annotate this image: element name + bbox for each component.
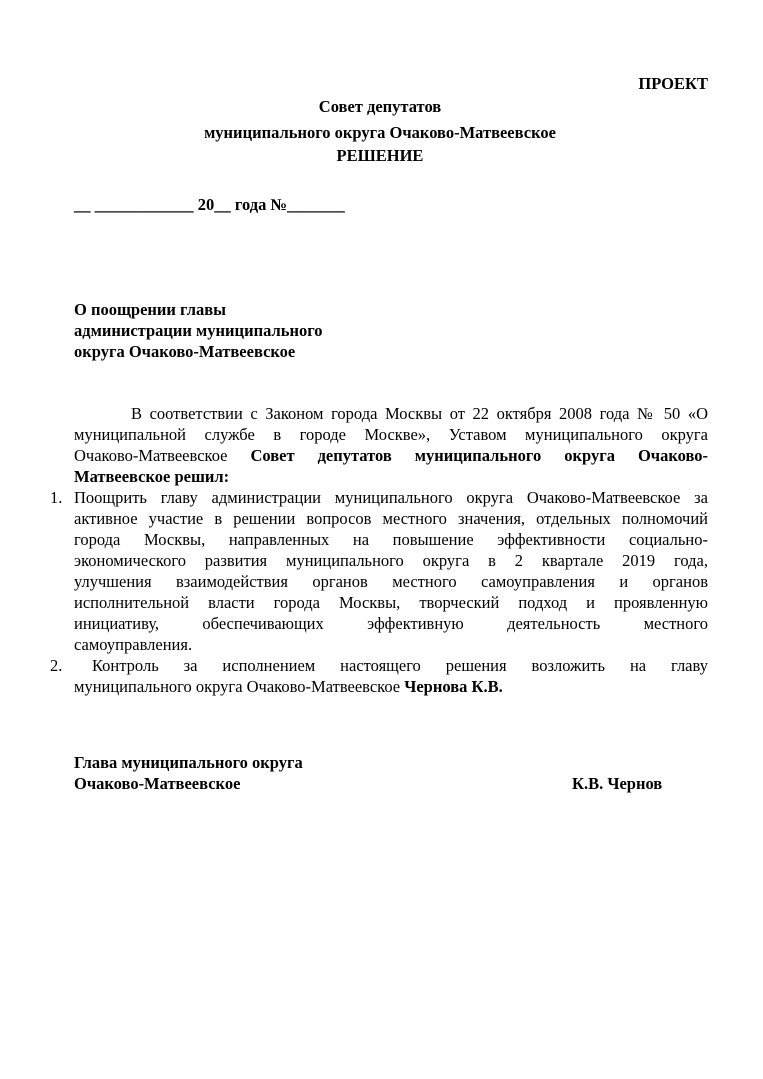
preamble-line-1: В соответствии с Законом города Москвы от 22 октября 2008 года № 50 «О <box>131 404 708 423</box>
item-1-line-3: города Москвы, направленных на повышение эффективности социально- <box>74 530 708 549</box>
preamble-line-3-normal: Очаково-Матвеевское <box>74 446 251 465</box>
item-1-line-1: Поощрить главу администрации муниципального округа Очаково-Матвеевское за <box>74 488 708 507</box>
signatory-name: К.В. Чернов <box>572 774 663 793</box>
preamble-line-3 <box>74 446 708 466</box>
preamble-line-4: Матвеевское решил: <box>74 467 230 486</box>
preamble-line-3-bold: Совет депутатов муниципального округа Очаково- <box>250 446 709 465</box>
date-number-line: __ ____________ 20__ года №_______ <box>74 195 345 214</box>
item-1-number: 1. <box>50 488 63 507</box>
item-2-line-1: Контроль за исполнением настоящего решения возложить на главу <box>92 656 708 675</box>
item-1-line-6: исполнительной власти города Москвы, творческий подход и проявленную <box>74 593 708 612</box>
subject-line-3: округа Очаково-Матвеевское <box>74 342 296 361</box>
item-2-line-2 <box>74 677 708 697</box>
project-mark: ПРОЕКТ <box>638 74 708 93</box>
item-1-line-8: самоуправления. <box>74 635 193 654</box>
item-2-number: 2. <box>50 656 63 675</box>
document-type: РЕШЕНИЕ <box>336 146 424 165</box>
council-name: Совет депутатов <box>318 97 442 116</box>
item-1-line-7: инициативу, обеспечивающих эффективную деятельность местного <box>74 614 708 633</box>
subject-line-2: администрации муниципального <box>74 321 323 340</box>
signature-title-line-2: Очаково-Матвеевское <box>74 774 241 793</box>
subject-line-1: О поощрении главы <box>74 300 226 319</box>
item-2-line-2-normal: муниципального округа Очаково-Матвеевское <box>74 677 405 696</box>
item-1-line-5: улучшения взаимодействия органов местного самоуправления и органов <box>74 572 708 591</box>
district-name: муниципального округа Очаково-Матвеевское <box>204 123 556 142</box>
signature-title-line-1: Глава муниципального округа <box>74 753 303 772</box>
item-1-line-2: активное участие в решении вопросов местного значения, отдельных полномочий <box>74 509 708 528</box>
preamble-line-2: муниципальной службе в городе Москве», Уставом муниципального округа <box>74 425 708 444</box>
item-2-line-2-bold: Чернова К.В. <box>404 677 503 696</box>
item-1-line-4: экономического развития муниципального округа в 2 квартале 2019 года, <box>74 551 708 570</box>
